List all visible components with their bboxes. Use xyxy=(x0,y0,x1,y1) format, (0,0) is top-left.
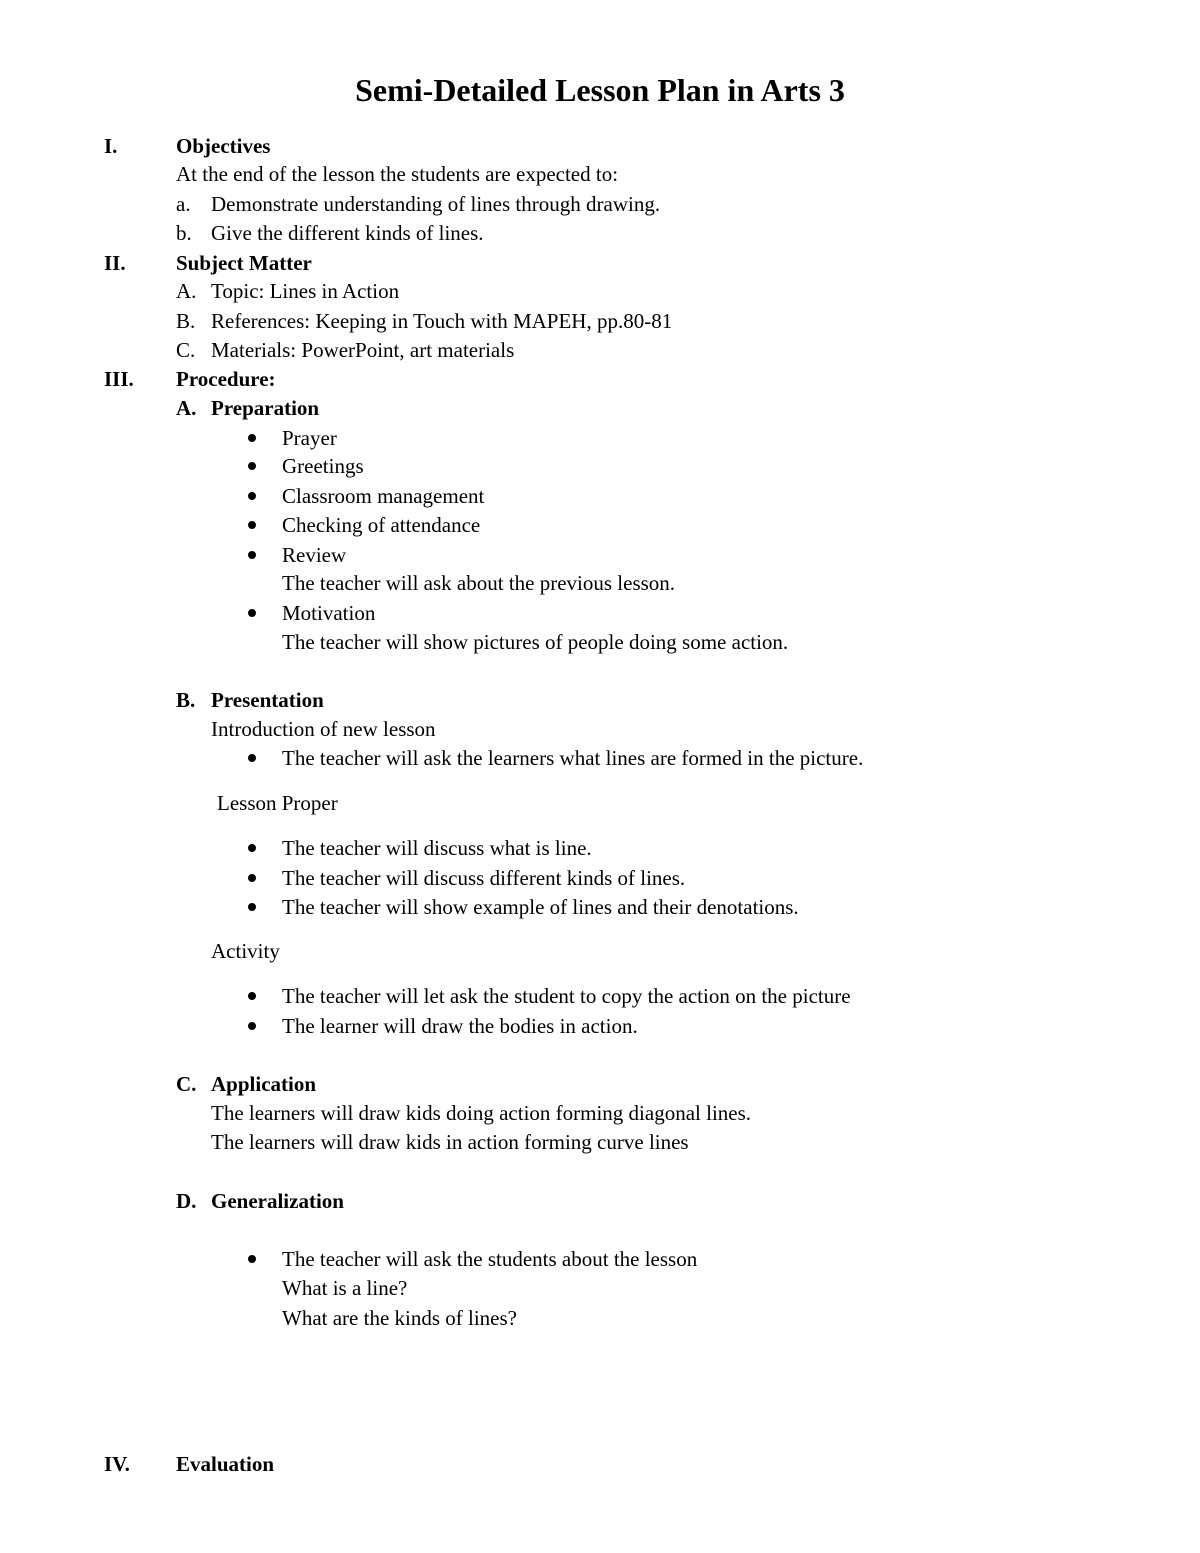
subject-matter-item: Topic: Lines in Action xyxy=(211,279,400,303)
review-note: The teacher will ask about the previous lesson. xyxy=(282,571,676,595)
bullet-icon xyxy=(248,551,256,559)
motivation-note: The teacher will show pictures of people doing some action. xyxy=(282,630,789,654)
intro-label: Introduction of new lesson xyxy=(211,717,436,741)
list-marker: a. xyxy=(176,192,191,216)
bullet-icon xyxy=(248,754,256,762)
section-heading-evaluation: Evaluation xyxy=(176,1452,275,1476)
objectives-intro: At the end of the lesson the students are expected to: xyxy=(176,162,619,186)
generalization-question: What is a line? xyxy=(282,1276,408,1300)
lesson-proper-item: The teacher will show example of lines and their denotations. xyxy=(282,895,799,919)
bullet-icon xyxy=(248,992,256,1000)
objective-item: Give the different kinds of lines. xyxy=(211,221,484,245)
section-heading-procedure: Procedure: xyxy=(176,367,276,391)
preparation-item: Greetings xyxy=(282,454,364,478)
subject-matter-item: Materials: PowerPoint, art materials xyxy=(211,338,515,362)
subsection-marker: B. xyxy=(176,688,196,712)
bullet-icon xyxy=(248,903,256,911)
application-line: The learners will draw kids doing action forming diagonal lines. xyxy=(211,1101,752,1125)
bullet-icon xyxy=(248,492,256,500)
section-numeral: II. xyxy=(104,251,126,275)
activity-label: Activity xyxy=(211,939,280,963)
list-marker: b. xyxy=(176,221,192,245)
lesson-proper-item: The teacher will discuss different kinds of lines. xyxy=(282,866,686,890)
bullet-icon xyxy=(248,844,256,852)
section-heading-objectives: Objectives xyxy=(176,134,271,158)
subject-matter-item: References: Keeping in Touch with MAPEH, pp.80-81 xyxy=(211,309,673,333)
subsection-heading-generalization: Generalization xyxy=(211,1189,344,1213)
section-numeral: I. xyxy=(104,134,118,158)
bullet-icon xyxy=(248,874,256,882)
bullet-icon xyxy=(248,1022,256,1030)
preparation-item: Review xyxy=(282,543,347,567)
subsection-marker: D. xyxy=(176,1189,197,1213)
subsection-heading-preparation: Preparation xyxy=(211,396,320,420)
generalization-item: The teacher will ask the students about the lesson xyxy=(282,1247,698,1271)
preparation-item: Classroom management xyxy=(282,484,485,508)
subsection-marker: A. xyxy=(176,396,197,420)
list-marker: B. xyxy=(176,309,196,333)
objective-item: Demonstrate understanding of lines through drawing. xyxy=(211,192,661,216)
bullet-icon xyxy=(248,1255,256,1263)
lesson-proper-item: The teacher will discuss what is line. xyxy=(282,836,592,860)
preparation-item: Motivation xyxy=(282,601,376,625)
activity-item: The learner will draw the bodies in action. xyxy=(282,1014,638,1038)
bullet-icon xyxy=(248,462,256,470)
presentation-item: The teacher will ask the learners what lines are formed in the picture. xyxy=(282,746,864,770)
subsection-marker: C. xyxy=(176,1072,197,1096)
bullet-icon xyxy=(248,434,256,442)
subsection-heading-application: Application xyxy=(211,1072,317,1096)
activity-item: The teacher will let ask the student to copy the action on the picture xyxy=(282,984,851,1008)
application-line: The learners will draw kids in action forming curve lines xyxy=(211,1130,689,1154)
list-marker: A. xyxy=(176,279,197,303)
bullet-icon xyxy=(248,521,256,529)
bullet-icon xyxy=(248,609,256,617)
lesson-proper-label: Lesson Proper xyxy=(217,791,338,815)
subsection-heading-presentation: Presentation xyxy=(211,688,324,712)
section-numeral: III. xyxy=(104,367,134,391)
preparation-item: Checking of attendance xyxy=(282,513,481,537)
preparation-item: Prayer xyxy=(282,426,337,450)
list-marker: C. xyxy=(176,338,196,362)
generalization-question: What are the kinds of lines? xyxy=(282,1306,517,1330)
section-numeral: IV. xyxy=(104,1452,130,1476)
section-heading-subject-matter: Subject Matter xyxy=(176,251,312,275)
document-title: Semi-Detailed Lesson Plan in Arts 3 xyxy=(355,72,845,108)
